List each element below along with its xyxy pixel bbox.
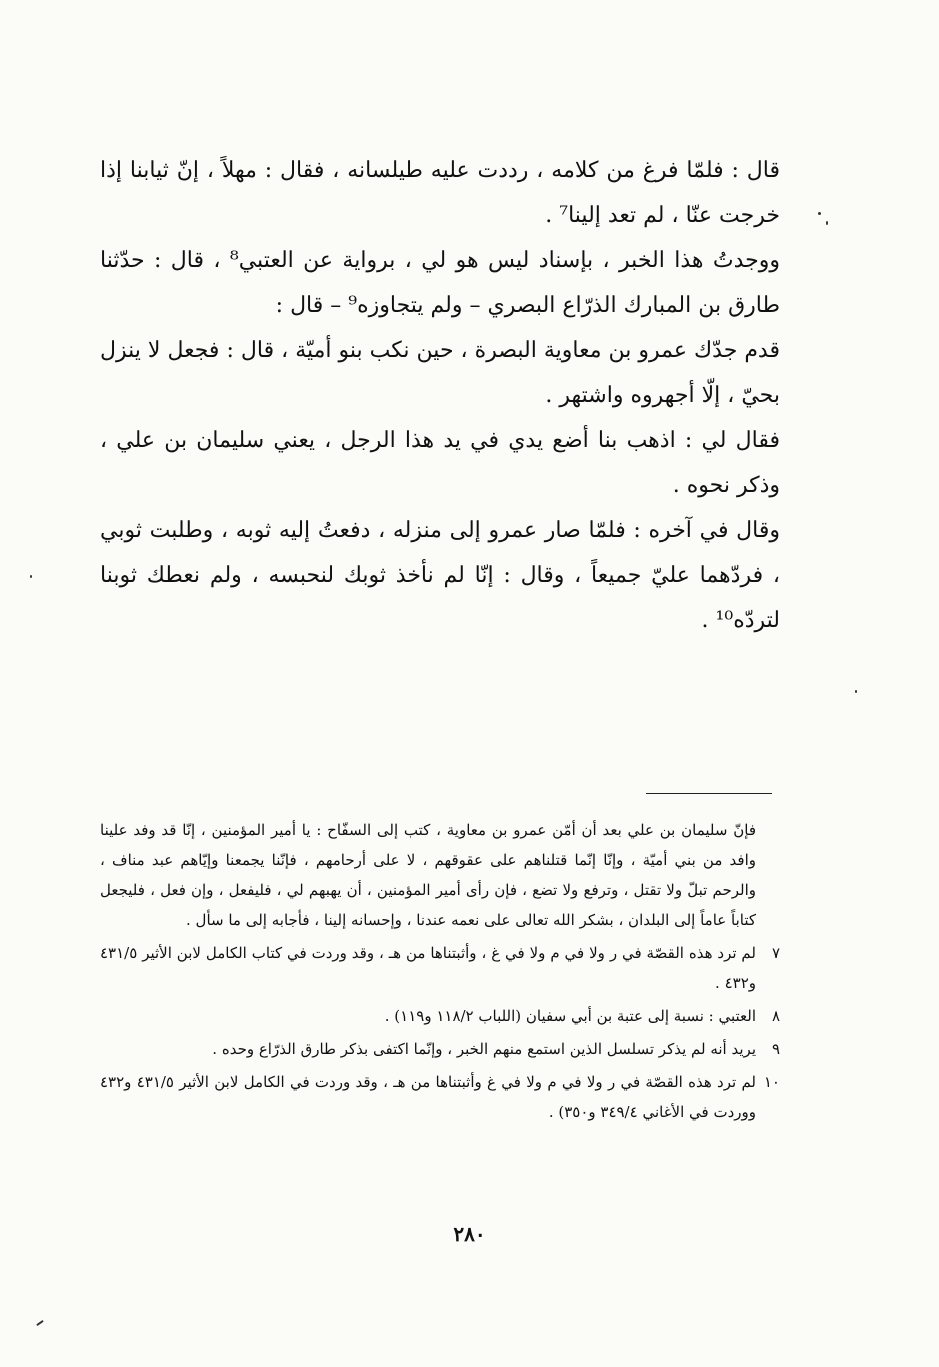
paragraph: فقال لي : اذهب بنا أضع يدي في يد هذا الرجل ، يعني سليمان بن علي ، وذكر نحوه . <box>100 428 780 498</box>
paragraph: ووجدتُ هذا الخبر ، بإسناد ليس هو لي ، برواية عن العتبي⁸ ، قال : حدّثنا طارق بن المبارك الذرّاع البصري – ولم يتجاوزه⁹ – قال : <box>100 248 780 318</box>
footnote-text: فإنّ سليمان بن علي بعد أن أمّن عمرو بن معاوية ، كتب إلى السفّاح : يا أمير المؤمنين ، إنّا قد وفد علينا وافد من بني أميّة ، وإنّا إنّما قتلناهم على عقوقهم ، لا على أرحامهم ، فإنّنا يجمعنا وإيّاهم عبد مناف ، والرحم تبلّ ولا تقتل ، وترفع ولا تضع ، فإن رأى أمير المؤمنين ، أن يهبهم لي ، فليفعل ، وإن فعل ، فليجعل كتاباً عاماً إلى البلدان ، بشكر الله تعالى على نعمه عندنا ، وإحسانه إلينا ، فأجابه إلى ما سأل . <box>100 821 756 929</box>
scan-speck <box>855 690 857 693</box>
footnote-number: ١٠ <box>763 1073 780 1091</box>
page-number: ٢٨٠ <box>453 1222 486 1246</box>
footnote-text: يريد أنه لم يذكر تسلسل الذين استمع منهم الخبر ، وإنّما اكتفى بذكر طارق الذرّاع وحده . <box>212 1040 756 1058</box>
paragraph: وقال في آخره : فلمّا صار عمرو إلى منزله ، دفعتُ إليه ثوبه ، وطلبت ثوبي ، فردّهما عليّ جميعاً ، وقال : إنّا لم نأخذ ثوبك لنحبسه ، ولم نعطك ثوبنا لتردّه¹⁰ . <box>100 518 780 633</box>
footnote-10 <box>100 1067 780 1127</box>
footnote-9 <box>100 1034 780 1064</box>
scan-speck <box>818 212 821 215</box>
footnote-text: لم ترد هذه القصّة في ر ولا في م ولا في غ وأثبتناها من هـ ، وقد وردت في الكامل لابن الأثير ٤٣١/٥ و٤٣٢ ووردت في الأغاني ٣٤٩/٤ و٣٥٠) . <box>100 1073 756 1121</box>
main-text-body <box>100 148 780 643</box>
footnote-8 <box>100 1001 780 1031</box>
footnote-continuation <box>100 815 780 935</box>
footnote-7 <box>100 938 780 998</box>
scan-speck <box>826 221 828 225</box>
footnote-number: ٩ <box>771 1040 780 1058</box>
paragraph: قال : فلمّا فرغ من كلامه ، رددت عليه طيلسانه ، فقال : مهلاً ، إنّ ثيابنا إذا خرجت عنّا ، لم تعد إلينا⁷ . <box>100 158 781 228</box>
footnotes-section <box>100 815 780 1127</box>
footnote-number: ٧ <box>771 944 780 962</box>
footnote-text: لم ترد هذه القصّة في ر ولا في م ولا في غ ، وأثبتناها من هـ ، وقد وردت في كتاب الكامل لابن الأثير ٤٣١/٥ و٤٣٢ . <box>100 944 756 992</box>
paragraph: قدم جدّك عمرو بن معاوية البصرة ، حين نكب بنو أميّة ، قال : فجعل لا ينزل بحيّ ، إلّا أجهروه واشتهر . <box>100 338 780 408</box>
footnote-text: العتبي : نسبة إلى عتبة بن أبي سفيان (اللباب ١١٨/٢ و١١٩) . <box>384 1007 756 1025</box>
footnote-number: ٨ <box>771 1007 780 1025</box>
scan-speck <box>30 575 32 578</box>
footnote-divider <box>646 793 772 794</box>
scan-speck <box>36 1320 44 1326</box>
